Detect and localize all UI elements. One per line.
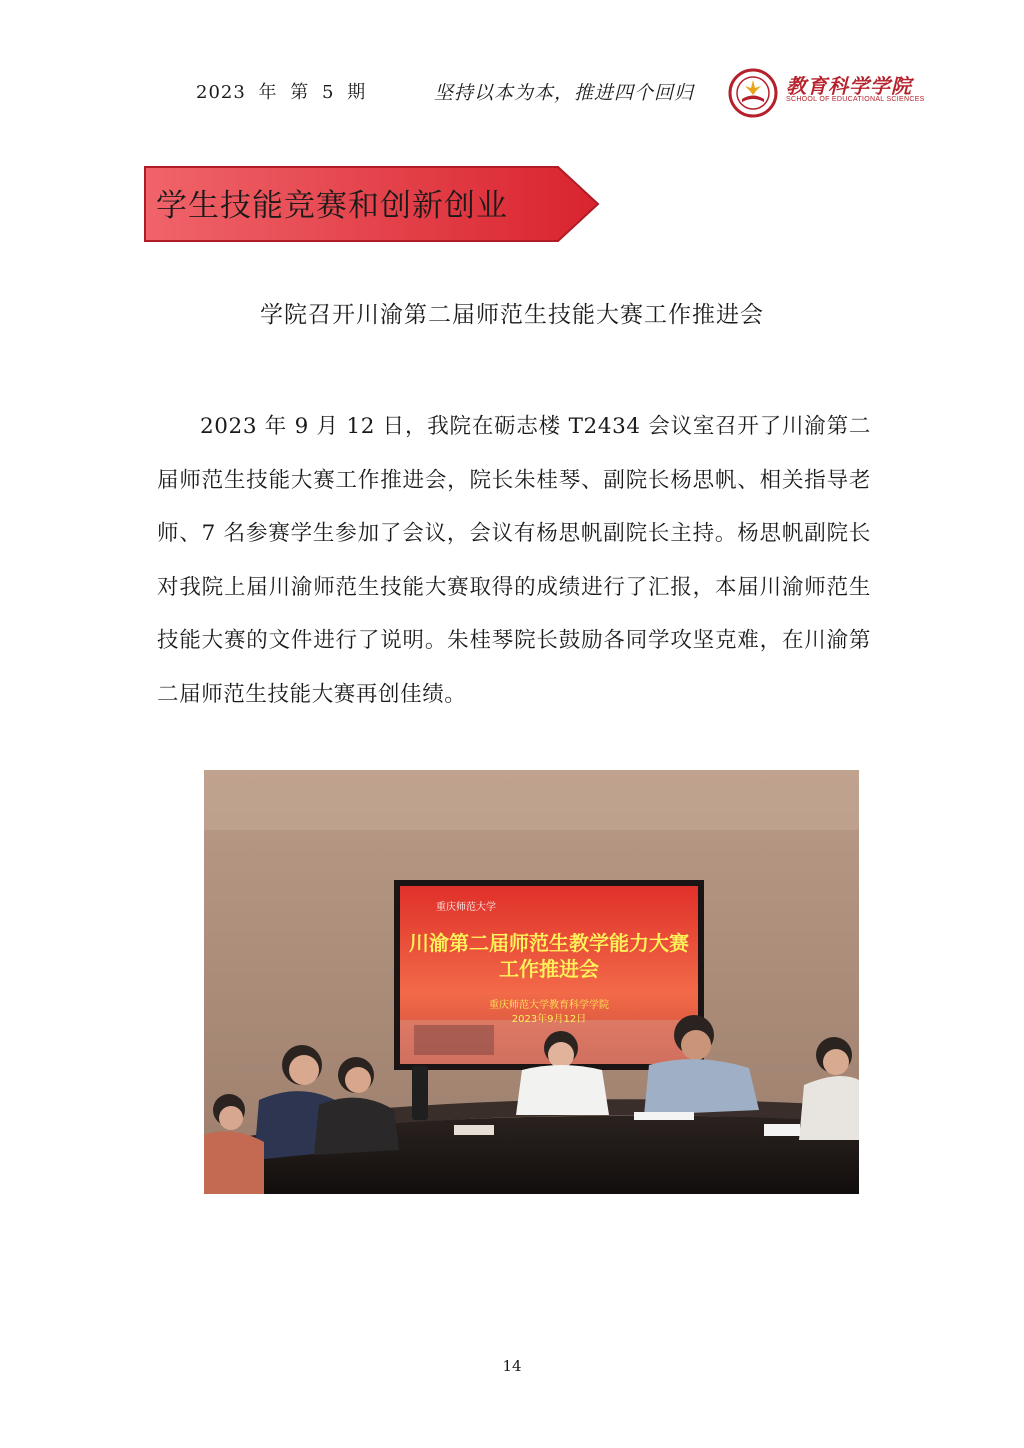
school-logo-name: 教育科学学院 [786, 74, 912, 98]
school-logo-subtitle: SCHOOL OF EDUCATIONAL SCIENCES [786, 96, 925, 103]
meeting-photo [204, 770, 859, 1194]
section-banner-title: 学生技能竞赛和创新创业 [156, 188, 508, 224]
school-seal-icon [728, 68, 778, 118]
issue-label: 2023 年 第 5 期 [196, 82, 367, 103]
screen-date: 2023年9月12日 [511, 1014, 587, 1025]
page-number: 14 [502, 1357, 522, 1375]
header-motto: 坚持以本为本，推进四个回归 [434, 82, 695, 104]
screen-title-line1: 川渝第二届师范生教学能力大赛 [409, 931, 689, 955]
screen-title-line2: 工作推进会 [499, 957, 599, 981]
screen-org: 重庆师范大学教育科学学院 [489, 1000, 609, 1011]
article-body: 2023 年 9 月 12 日，我院在砺志楼 T2434 会议室召开了川渝第二届师范生技能大赛工作推进会，院长朱桂琴、副院长杨思帆、相关指导老师、7 名参赛学生参加了会议，会议有杨思帆副院长主持。杨思帆副院长对我院上届川渝师范生技能大赛取得的成绩进行了汇报，本届川渝师范生技能大赛的文件进行了说明。朱桂琴院长鼓励各同学攻坚克难，在川渝第二届师范生技能大赛再创佳绩。 [157, 414, 871, 707]
article-title: 学院召开川渝第二届师范生技能大赛工作推进会 [260, 302, 764, 328]
screen-logo: 重庆师范大学 [436, 902, 496, 913]
